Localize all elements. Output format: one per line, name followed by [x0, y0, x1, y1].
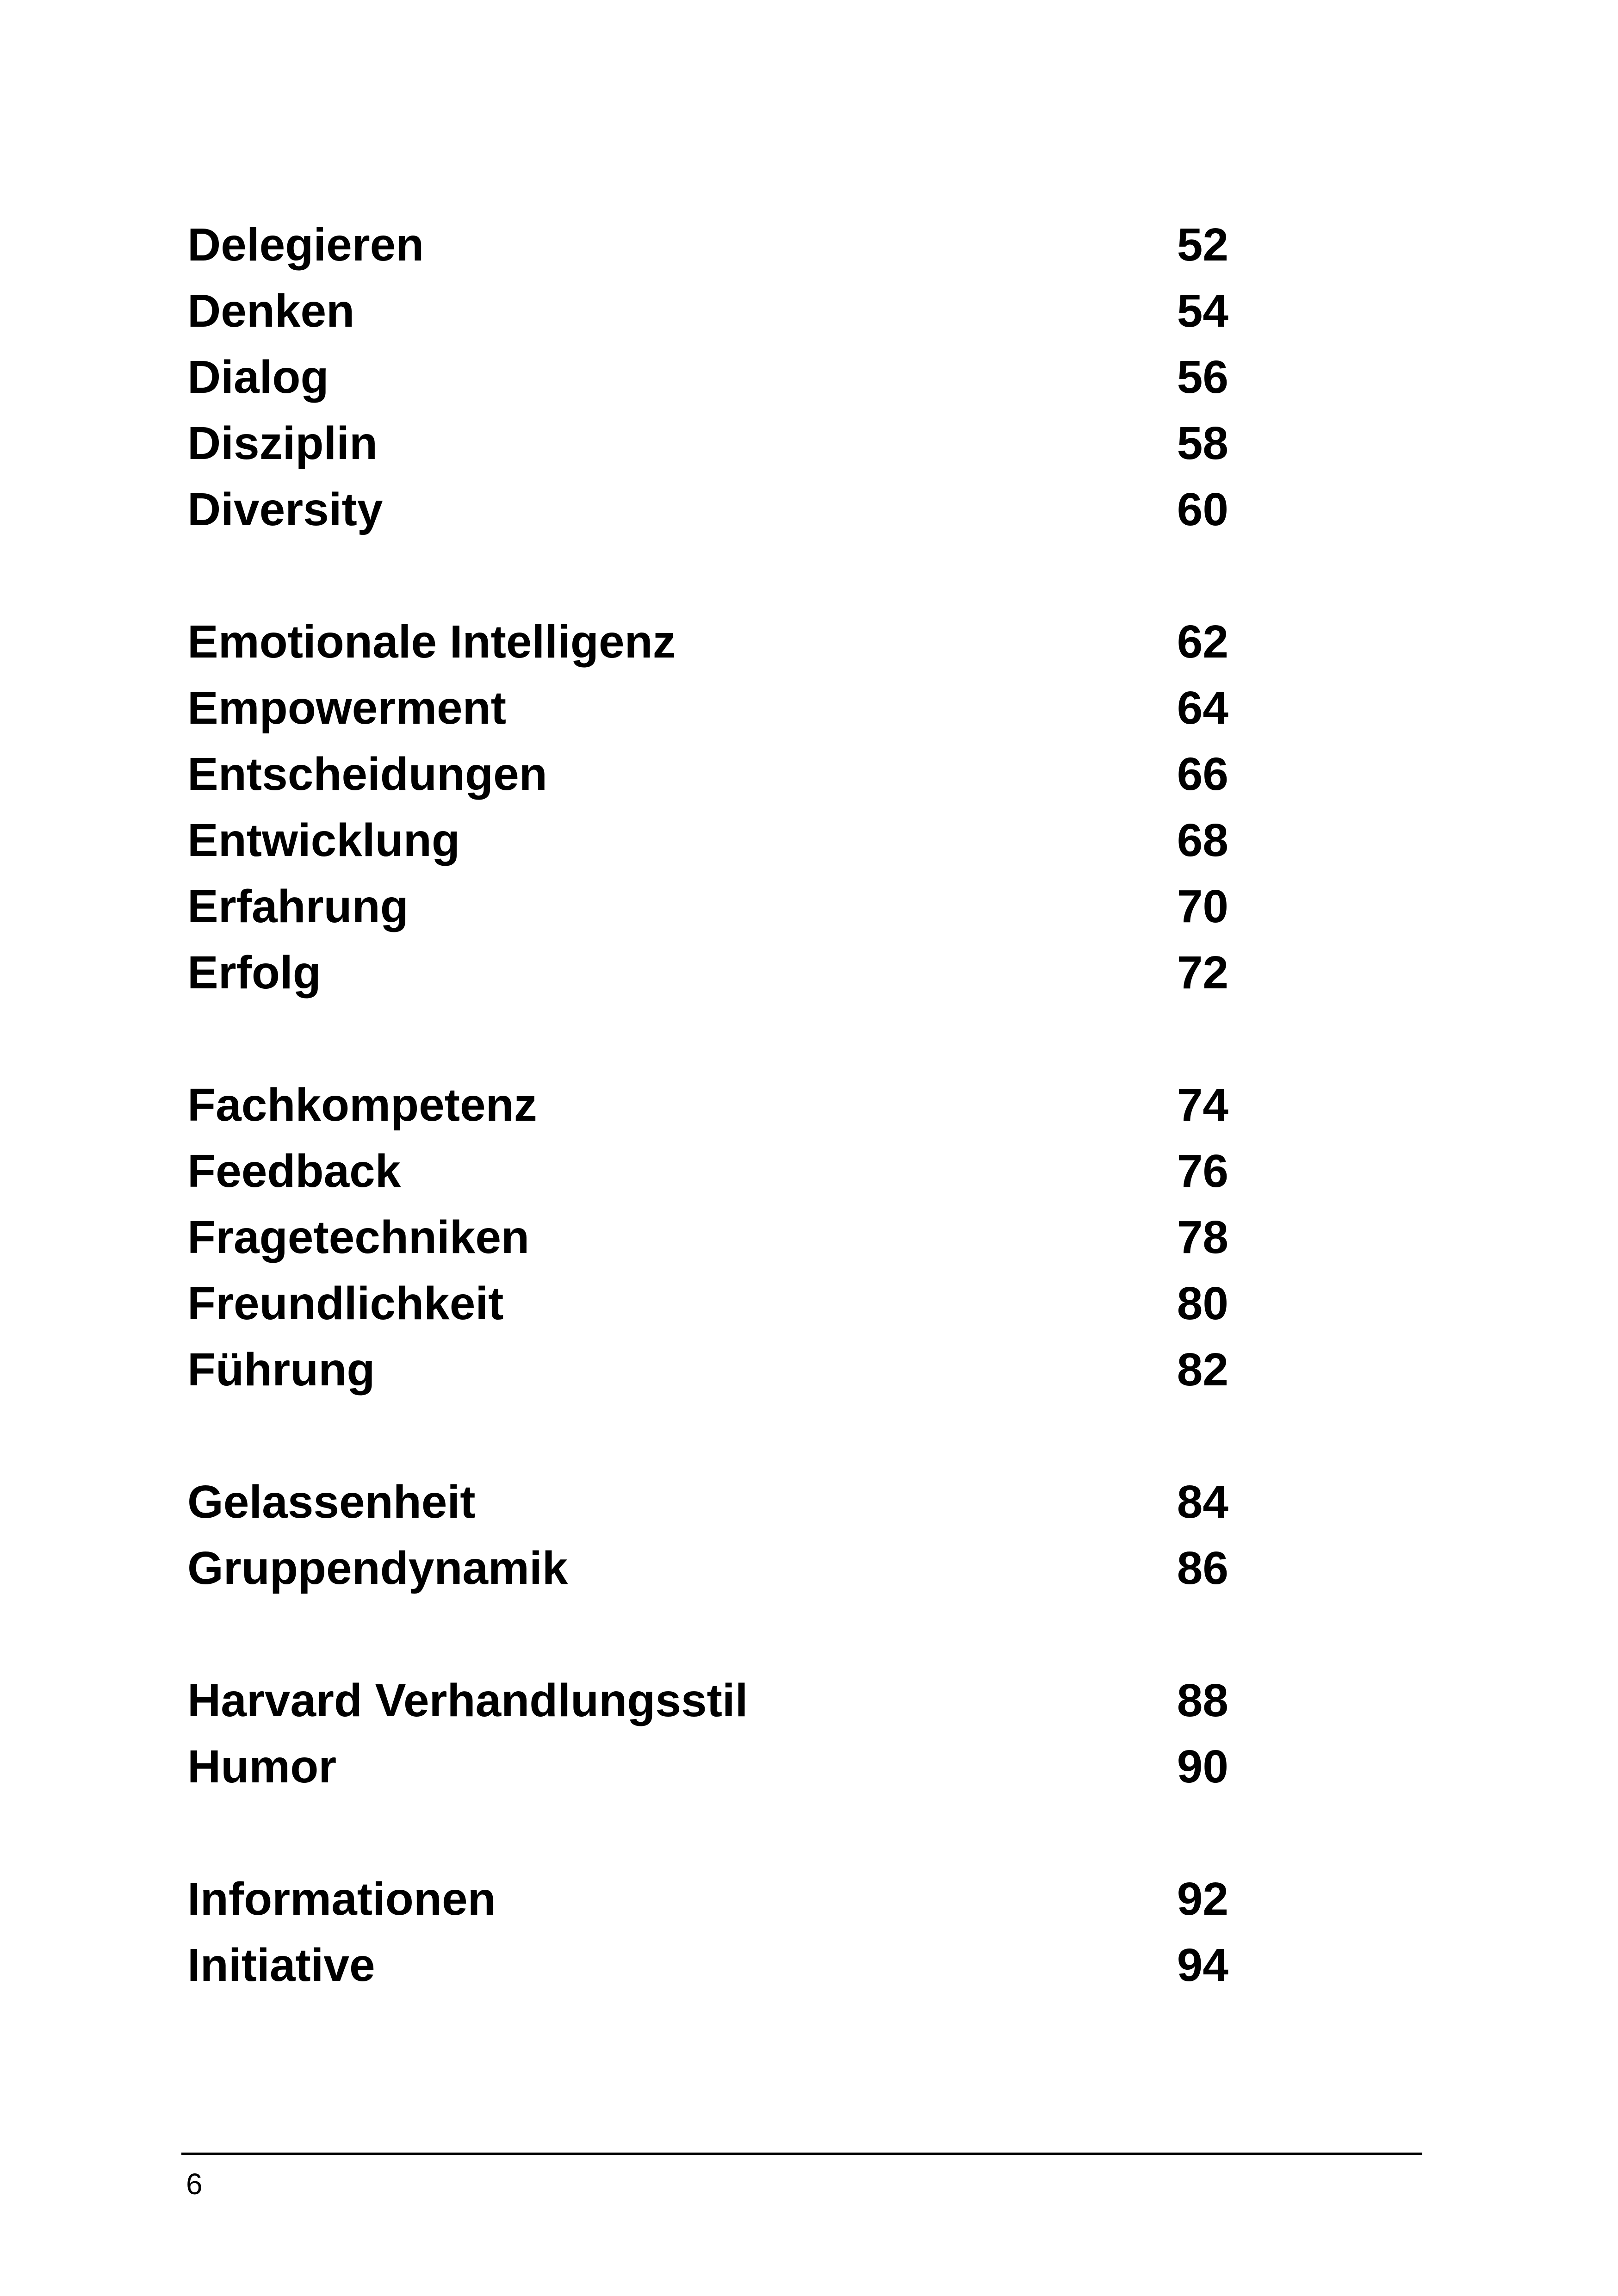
toc-entry-title: Entscheidungen	[187, 748, 547, 800]
toc-entry[interactable]	[187, 609, 1228, 675]
toc-entry-page: 60	[1177, 484, 1228, 535]
toc-entry-title: Entwicklung	[187, 814, 460, 866]
toc-group-f	[187, 1072, 1228, 1403]
toc-group-d	[187, 212, 1228, 543]
toc-entry-page: 86	[1177, 1542, 1228, 1594]
toc-entry[interactable]	[187, 1734, 1228, 1800]
toc-entry-title: Freundlichkeit	[187, 1278, 504, 1329]
toc-entry[interactable]	[187, 1866, 1228, 1932]
toc-entry-page: 66	[1177, 748, 1228, 800]
toc-entry-title: Gruppendynamik	[187, 1542, 568, 1594]
toc-entry-page: 56	[1177, 351, 1228, 403]
toc-entry-page: 72	[1177, 947, 1228, 999]
toc-entry-title: Delegieren	[187, 219, 424, 271]
toc-entry-page: 52	[1177, 219, 1228, 271]
toc-entry-title: Initiative	[187, 1939, 375, 1991]
toc-entry-title: Erfolg	[187, 947, 321, 999]
toc-entry-title: Gelassenheit	[187, 1476, 476, 1528]
toc-entry[interactable]	[187, 212, 1228, 278]
toc-group-e	[187, 609, 1228, 1006]
page-number: 6	[186, 2167, 203, 2201]
toc-entry-title: Dialog	[187, 351, 329, 403]
toc-entry[interactable]	[187, 1932, 1228, 1998]
toc-entry-page: 90	[1177, 1741, 1228, 1793]
toc-entry-title: Feedback	[187, 1145, 401, 1197]
toc-group-g	[187, 1469, 1228, 1601]
toc-entry-title: Denken	[187, 285, 355, 337]
toc-entry[interactable]	[187, 807, 1228, 874]
toc-entry-page: 54	[1177, 285, 1228, 337]
toc-entry-page: 92	[1177, 1873, 1228, 1925]
toc-entry-page: 58	[1177, 417, 1228, 469]
toc-entry[interactable]	[187, 477, 1228, 543]
toc-entry-title: Erfahrung	[187, 881, 409, 932]
toc-entry-title: Harvard Verhandlungsstil	[187, 1675, 748, 1726]
toc-entry[interactable]	[187, 1271, 1228, 1337]
toc-entry-title: Fragetechniken	[187, 1211, 530, 1263]
toc-entry-title: Humor	[187, 1741, 337, 1793]
footer-divider	[181, 2153, 1422, 2155]
toc-entry-page: 84	[1177, 1476, 1228, 1528]
toc-entry[interactable]	[187, 1138, 1228, 1204]
toc-entry-page: 78	[1177, 1211, 1228, 1263]
toc-entry[interactable]	[187, 1535, 1228, 1601]
toc-entry[interactable]	[187, 410, 1228, 477]
toc-entry[interactable]	[187, 940, 1228, 1006]
toc-entry[interactable]	[187, 344, 1228, 410]
toc-entry-page: 94	[1177, 1939, 1228, 1991]
toc-entry-page: 74	[1177, 1079, 1228, 1131]
toc-entry-page: 64	[1177, 682, 1228, 734]
toc-entry[interactable]	[187, 1668, 1228, 1734]
toc-entry[interactable]	[187, 1469, 1228, 1535]
toc-group-i	[187, 1866, 1228, 1998]
toc-entry[interactable]	[187, 675, 1228, 741]
toc-entry[interactable]	[187, 741, 1228, 807]
toc-group-h	[187, 1668, 1228, 1800]
toc-entry-title: Informationen	[187, 1873, 496, 1925]
toc-entry[interactable]	[187, 1072, 1228, 1138]
toc-entry-title: Emotionale Intelligenz	[187, 616, 676, 668]
toc-entry-title: Disziplin	[187, 417, 378, 469]
toc-entry-title: Fachkompetenz	[187, 1079, 537, 1131]
toc-entry-title: Empowerment	[187, 682, 507, 734]
table-of-contents	[187, 212, 1228, 1998]
toc-entry-page: 62	[1177, 616, 1228, 668]
toc-entry-page: 82	[1177, 1344, 1228, 1396]
toc-entry-page: 70	[1177, 881, 1228, 932]
toc-entry-title: Diversity	[187, 484, 383, 535]
toc-entry[interactable]	[187, 874, 1228, 940]
toc-entry-page: 88	[1177, 1675, 1228, 1726]
toc-entry-page: 68	[1177, 814, 1228, 866]
toc-entry-page: 80	[1177, 1278, 1228, 1329]
toc-entry[interactable]	[187, 1204, 1228, 1271]
toc-entry[interactable]	[187, 278, 1228, 344]
toc-entry-page: 76	[1177, 1145, 1228, 1197]
toc-entry-title: Führung	[187, 1344, 375, 1396]
toc-entry[interactable]	[187, 1337, 1228, 1403]
